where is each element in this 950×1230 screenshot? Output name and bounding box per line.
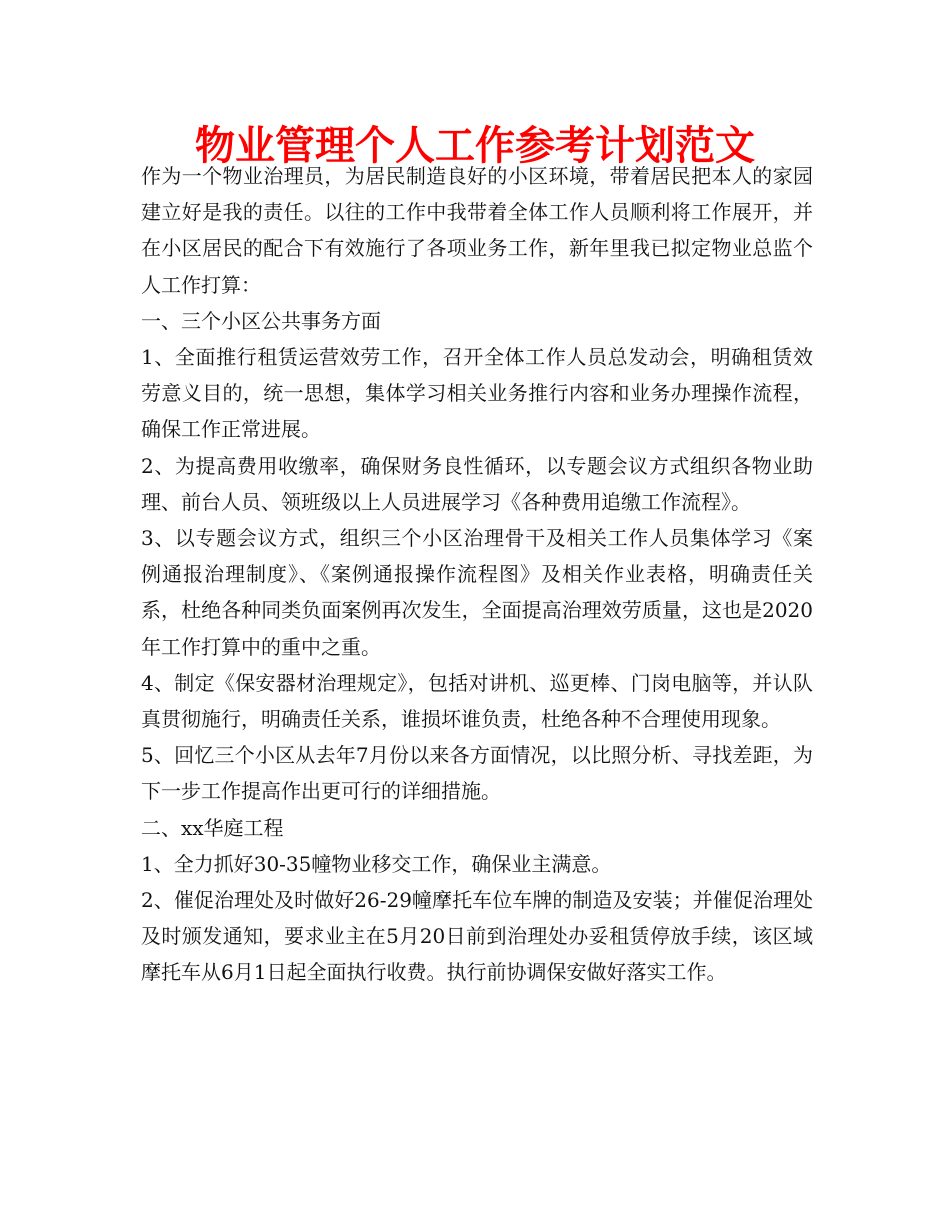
intro-paragraph: 作为一个物业治理员，为居民制造良好的小区环境，带着居民把本人的家园建立好是我的责任。以往的工作中我带着全体工作人员顺利将工作展开，并在小区居民的配合下有效施行了各项业务工作，新年里我已拟定物业总监个人工作打算： bbox=[141, 164, 813, 297]
list-item: 2、为提高费用收缴率，确保财务良性循环，以专题会议方式组织各物业助理、前台人员、领班级以上人员进展学习《各种费用追缴工作流程》。 bbox=[141, 453, 813, 514]
section-heading-public-affairs: 一、三个小区公共事务方面 bbox=[141, 308, 381, 333]
document-title: 物业管理个人工作参考计划范文 bbox=[195, 123, 755, 169]
list-item: 3、以专题会议方式，组织三个小区治理骨干及相关工作人员集体学习《案例通报治理制度》、《案例通报操作流程图》及相关作业表格，明确责任关系，杜绝各种同类负面案例再次发生，全面提高治理效劳质量，这也是2020年工作打算中的重中之重。 bbox=[141, 526, 813, 659]
document-body bbox=[141, 158, 813, 991]
list-item: 1、全面推行租赁运营效劳工作，召开全体工作人员总发动会，明确租赁效劳意义目的，统一思想，集体学习相关业务推行内容和业务办理操作流程，确保工作正常进展。 bbox=[141, 345, 813, 442]
list-item: 1、全力抓好30-35幢物业移交工作，确保业主满意。 bbox=[141, 851, 612, 876]
list-item: 2、催促治理处及时做好26-29幢摩托车位车牌的制造及安装；并催促治理处及时颁发通知，要求业主在5月20日前到治理处办妥租赁停放手续，该区域摩托车从6月1日起全面执行收费。执行前协调保安做好落实工作。 bbox=[141, 888, 813, 985]
section-heading-project: 二、xx华庭工程 bbox=[141, 815, 284, 840]
list-item: 5、回忆三个小区从去年7月份以来各方面情况，以比照分析、寻找差距，为下一步工作提高作出更可行的详细措施。 bbox=[141, 743, 813, 804]
list-item: 4、制定《保安器材治理规定》，包括对讲机、巡更棒、门岗电脑等，并认队真贯彻施行，明确责任关系，谁损坏谁负责，杜绝各种不合理使用现象。 bbox=[141, 670, 813, 732]
